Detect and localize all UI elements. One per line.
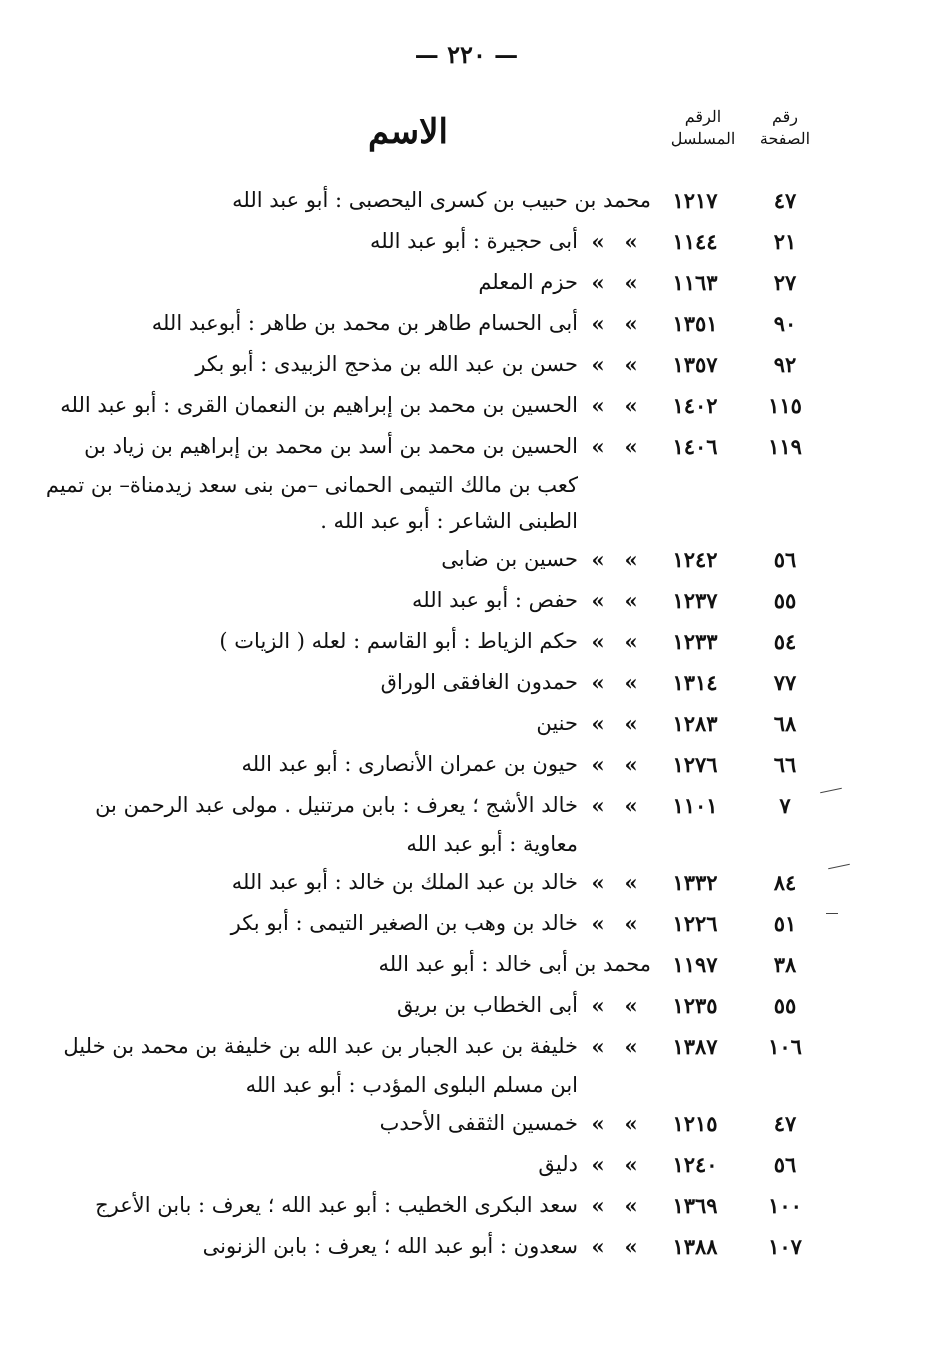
ditto-mark: »	[624, 1193, 638, 1218]
table-row	[0, 221, 933, 262]
serial-number-cell: ١٣٨٨	[672, 1234, 718, 1259]
page-number-cell: ٥٤	[773, 629, 797, 654]
serial-number-cell: ١٢٣٥	[672, 993, 718, 1018]
page-number-cell: ٥٥	[773, 993, 797, 1018]
name-continuation: كعب بن مالك التيمى الحمانى –من بنى سعد زيدمناة– بن تميم	[45, 473, 578, 497]
page-number-cell: ٢١	[773, 229, 797, 254]
serial-number-cell: ١٢١٧	[672, 188, 718, 213]
table-row	[0, 344, 933, 385]
page-number-cell: ٩٠	[773, 311, 797, 336]
page-number-cell: ١١٩	[768, 434, 802, 459]
name-cell: حسين بن ضابى	[441, 547, 578, 571]
header-serial-column	[658, 106, 748, 150]
ditto-mark: »	[591, 311, 605, 336]
name-continuation: الطبنى الشاعر : أبو عبد الله .	[320, 509, 578, 533]
ditto-mark: »	[624, 993, 638, 1018]
ditto-mark: »	[591, 352, 605, 377]
serial-number-cell: ١٣٥٧	[672, 352, 718, 377]
table-row	[0, 1103, 933, 1144]
margin-mark	[826, 913, 838, 914]
ditto-mark: »	[624, 270, 638, 295]
ditto-mark: »	[591, 1234, 605, 1259]
ditto-mark: »	[591, 547, 605, 572]
table-row	[0, 262, 933, 303]
ditto-mark: »	[624, 911, 638, 936]
serial-number-cell: ١٢٤٢	[672, 547, 718, 572]
name-cell: محمد بن أبى خالد : أبو عبد الله	[378, 952, 651, 976]
page-number-cell: ٥١	[773, 911, 797, 936]
ditto-mark: »	[624, 588, 638, 613]
table-row	[0, 580, 933, 621]
name-cell: حفص : أبو عبد الله	[412, 588, 578, 612]
ditto-mark: »	[624, 1111, 638, 1136]
serial-number-cell: ١١٠١	[672, 793, 718, 818]
serial-number-cell: ١١٦٣	[672, 270, 718, 295]
serial-number-cell: ١٤٠٦	[672, 434, 718, 459]
ditto-mark: »	[591, 993, 605, 1018]
serial-number-cell: ١٢٨٣	[672, 711, 718, 736]
serial-number-cell: ١٢٣٧	[672, 588, 718, 613]
ditto-mark: »	[591, 1193, 605, 1218]
table-row	[0, 1185, 933, 1226]
table-row	[0, 385, 933, 426]
name-cell: حكم الزياط : أبو القاسم : لعله ( الزيات )	[219, 629, 578, 653]
page-number-cell: ٧٧	[773, 670, 797, 695]
table-row	[0, 744, 933, 785]
header-name-column: الاسم	[368, 112, 448, 152]
table-row	[0, 662, 933, 703]
ditto-mark: »	[591, 670, 605, 695]
name-cell: خمسين الثقفى الأحدب	[379, 1111, 578, 1135]
serial-number-cell: ١١٩٧	[672, 952, 718, 977]
page-number-cell: ٥٦	[773, 1152, 797, 1177]
table-row	[0, 1226, 933, 1267]
page-number-cell: ١٠٠	[768, 1193, 802, 1218]
page-number: — ٢٢٠ —	[414, 40, 519, 69]
page-number-cell: ٣٨	[773, 952, 797, 977]
ditto-mark: »	[624, 870, 638, 895]
page-number-cell: ١١٥	[768, 393, 802, 418]
header-page-line-2: الصفحة	[759, 129, 811, 148]
serial-number-cell: ١٣٣٢	[672, 870, 718, 895]
serial-number-cell: ١٣٨٧	[672, 1034, 718, 1059]
page-number-cell: ٩٢	[773, 352, 797, 377]
serial-number-cell: ١٣١٤	[672, 670, 718, 695]
page-number-cell: ٦٨	[773, 711, 797, 736]
name-cell: حنين	[536, 711, 578, 735]
ditto-mark: »	[624, 1234, 638, 1259]
ditto-mark: »	[591, 588, 605, 613]
page-number-cell: ١٠٦	[768, 1034, 802, 1059]
ditto-mark: »	[624, 229, 638, 254]
ditto-mark: »	[591, 911, 605, 936]
name-cell: الحسين بن محمد بن أسد بن محمد بن إبراهيم بن زياد بن	[84, 434, 578, 458]
ditto-mark: »	[624, 434, 638, 459]
header-page-column	[745, 106, 825, 150]
serial-number-cell: ١٢٤٠	[672, 1152, 718, 1177]
ditto-mark: »	[591, 870, 605, 895]
name-cell: أبى الحسام طاهر بن محمد بن طاهر : أبوعبد الله	[151, 311, 578, 335]
page-number-cell: ٤٧	[773, 188, 797, 213]
name-continuation: ابن مسلم البلوى المؤدب : أبو عبد الله	[245, 1073, 578, 1097]
serial-number-cell: ١٤٠٢	[672, 393, 718, 418]
ditto-mark: »	[591, 752, 605, 777]
header-serial-line-1: الرقم	[684, 107, 722, 126]
table-row-continuation	[0, 826, 933, 862]
header-serial-line-2: المسلسل	[670, 129, 736, 148]
name-cell: خالد بن عبد الملك بن خالد : أبو عبد الله	[231, 870, 578, 894]
index-table	[0, 180, 933, 1267]
table-row	[0, 944, 933, 985]
name-cell: دليق	[538, 1152, 578, 1176]
ditto-mark: »	[591, 270, 605, 295]
page-number-cell: ١٠٧	[768, 1234, 802, 1259]
serial-number-cell: ١٢٣٣	[672, 629, 718, 654]
page-number-cell: ٤٧	[773, 1111, 797, 1136]
serial-number-cell: ١١٤٤	[672, 229, 718, 254]
table-row	[0, 985, 933, 1026]
ditto-mark: »	[624, 1152, 638, 1177]
page-number-cell: ٥٦	[773, 547, 797, 572]
page-number-cell: ٢٧	[773, 270, 797, 295]
serial-number-cell: ١٢١٥	[672, 1111, 718, 1136]
table-row	[0, 862, 933, 903]
ditto-mark: »	[624, 393, 638, 418]
table-row	[0, 539, 933, 580]
ditto-mark: »	[624, 311, 638, 336]
header-page-line-1: رقم	[771, 107, 799, 126]
page-number-cell: ٥٥	[773, 588, 797, 613]
ditto-mark: »	[624, 711, 638, 736]
ditto-mark: »	[624, 352, 638, 377]
name-cell: محمد بن حبيب بن كسرى اليحصبى : أبو عبد الله	[232, 188, 651, 212]
name-continuation: معاوية : أبو عبد الله	[406, 832, 578, 856]
table-row	[0, 621, 933, 662]
table-row	[0, 1144, 933, 1185]
serial-number-cell: ١٢٢٦	[672, 911, 718, 936]
ditto-mark: »	[591, 229, 605, 254]
ditto-mark: »	[591, 1111, 605, 1136]
ditto-mark: »	[624, 752, 638, 777]
ditto-mark: »	[591, 793, 605, 818]
table-row	[0, 180, 933, 221]
page-number-cell: ٨٤	[773, 870, 797, 895]
ditto-mark: »	[591, 711, 605, 736]
name-cell: أبى الخطاب بن بريق	[396, 993, 578, 1017]
ditto-mark: »	[624, 670, 638, 695]
ditto-mark: »	[591, 1152, 605, 1177]
table-row	[0, 903, 933, 944]
name-cell: سعد البكرى الخطيب : أبو عبد الله ؛ يعرف : بابن الأعرج	[95, 1193, 578, 1217]
serial-number-cell: ١٣٥١	[672, 311, 718, 336]
name-cell: أبى حجيرة : أبو عبد الله	[370, 229, 578, 253]
table-row-continuation	[0, 467, 933, 503]
page-number-cell: ٧	[779, 793, 791, 818]
name-cell: حيون بن عمران الأنصارى : أبو عبد الله	[241, 752, 578, 776]
ditto-mark: »	[591, 1034, 605, 1059]
ditto-mark: »	[591, 629, 605, 654]
table-row	[0, 426, 933, 467]
page-number-cell: ٦٦	[773, 752, 797, 777]
name-cell: حزم المعلم	[478, 270, 578, 294]
ditto-mark: »	[591, 393, 605, 418]
name-cell: سعدون : أبو عبد الله ؛ يعرف : بابن الزنونى	[202, 1234, 578, 1258]
name-cell: خليفة بن عبد الجبار بن عبد الله بن خليفة بن محمد بن خليل	[63, 1034, 578, 1058]
name-cell: حمدون الغافقى الوراق	[380, 670, 578, 694]
ditto-mark: »	[624, 793, 638, 818]
table-row	[0, 703, 933, 744]
name-cell: خالد بن وهب بن الصغير التيمى : أبو بكر	[230, 911, 578, 935]
table-row	[0, 303, 933, 344]
name-cell: الحسين بن محمد بن إبراهيم بن النعمان القرى : أبو عبد الله	[60, 393, 578, 417]
table-row-continuation	[0, 503, 933, 539]
name-cell: حسن بن عبد الله بن مذحج الزبيدى : أبو بكر	[195, 352, 578, 376]
ditto-mark: »	[624, 547, 638, 572]
table-row-continuation	[0, 1067, 933, 1103]
ditto-mark: »	[591, 434, 605, 459]
serial-number-cell: ١٢٧٦	[672, 752, 718, 777]
serial-number-cell: ١٣٦٩	[672, 1193, 718, 1218]
name-cell: خالد الأشج ؛ يعرف : بابن مرتنيل . مولى عبد الرحمن بن	[95, 793, 578, 817]
ditto-mark: »	[624, 1034, 638, 1059]
ditto-mark: »	[624, 629, 638, 654]
table-row	[0, 1026, 933, 1067]
table-row	[0, 785, 933, 826]
